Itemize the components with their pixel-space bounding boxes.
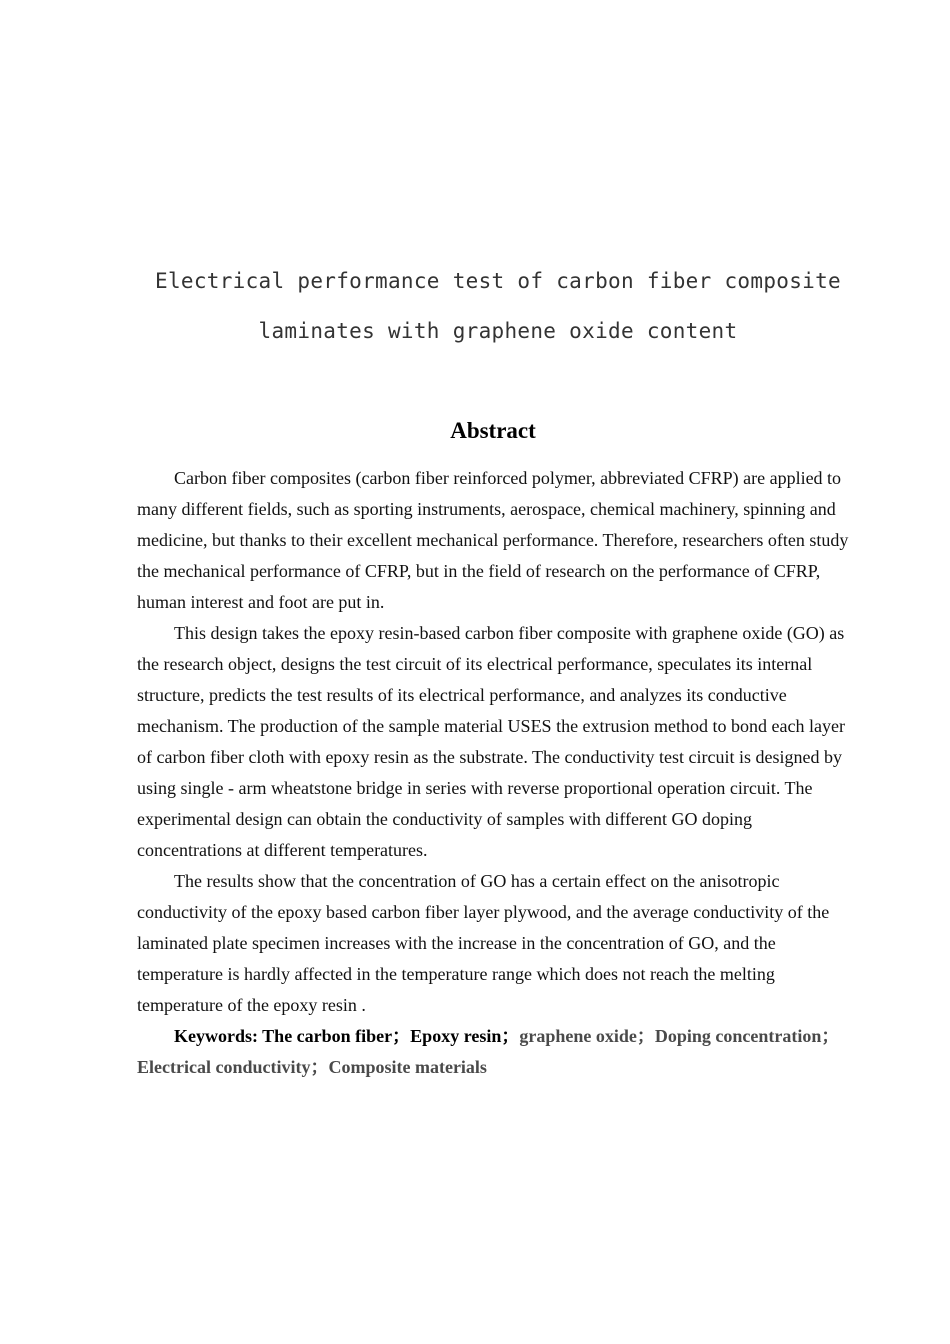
keywords-label: Keywords: [174, 1026, 263, 1046]
keyword-6: Composite materials [328, 1057, 487, 1077]
keyword-4: Doping concentration； [654, 1026, 840, 1046]
keyword-1: The carbon fiber； [262, 1026, 411, 1046]
paper-title [100, 262, 896, 362]
keywords-paragraph [137, 1021, 859, 1083]
title-line-2: laminates with graphene oxide content [258, 319, 738, 343]
keyword-5: Electrical conductivity； [137, 1057, 329, 1077]
abstract-body [137, 463, 859, 1083]
title-line-1: Electrical performance test of carbon fiber composite [155, 269, 841, 293]
keyword-3: graphene oxide； [519, 1026, 655, 1046]
abstract-paragraph-2: This design takes the epoxy resin-based carbon fiber composite with graphene oxide (GO) as the research object, designs the test circuit of its electrical performance, speculates its internal structure, predicts the test results of its electrical performance, and analyzes its conductive mechanism. The production of the sample material USES the extrusion method to bond each layer of carbon fiber cloth with epoxy resin as the substrate. The conductivity test circuit is designed by using single - arm wheatstone bridge in series with reverse proportional operation circuit. The experimental design can obtain the conductivity of samples with different GO doping concentrations at different temperatures. [137, 623, 845, 860]
abstract-paragraph-1: Carbon fiber composites (carbon fiber reinforced polymer, abbreviated CFRP) are applied to many different fields, such as sporting instruments, aerospace, chemical machinery, spinning and medicine, but thanks to their excellent mechanical performance. Therefore, researchers often study the mechanical performance of CFRP, but in the field of research on the performance of CFRP, human interest and foot are put in. [137, 468, 849, 612]
abstract-heading: Abstract [450, 418, 536, 443]
abstract-paragraph-3: The results show that the concentration of GO has a certain effect on the anisotropic conductivity of the epoxy based carbon fiber layer plywood, and the average conductivity of the laminated plate specimen increases with the increase in the concentration of GO, and the temperature is hardly affected in the temperature range which does not reach the melting temperature of the epoxy resin . [137, 871, 830, 1015]
keyword-2: Epoxy resin； [410, 1026, 520, 1046]
